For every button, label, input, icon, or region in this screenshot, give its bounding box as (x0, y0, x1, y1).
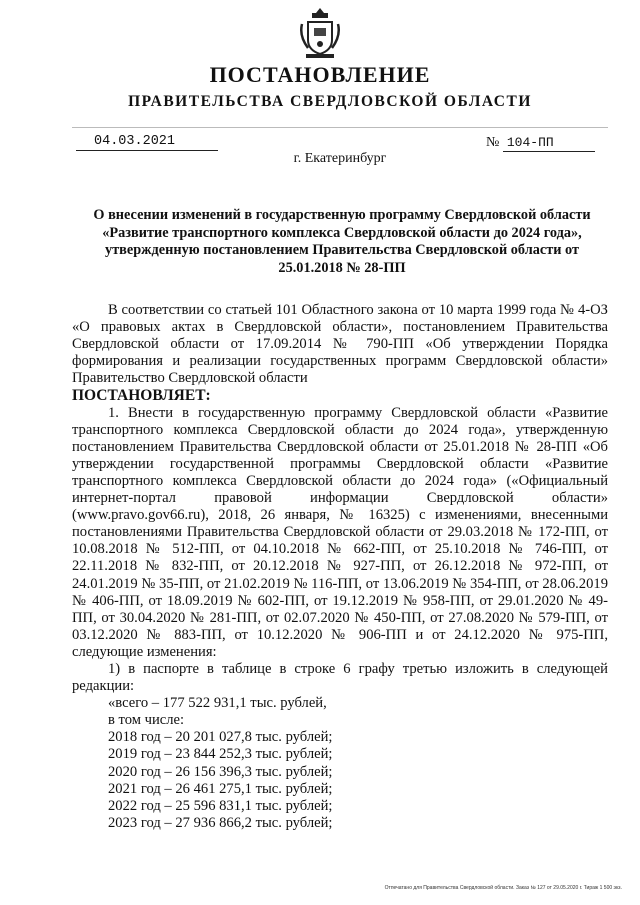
amount-line: «всего – 177 522 931,1 тыс. рублей, (108, 695, 327, 712)
item-1-paragraph: 1. Внести в государственную программу Свердловской области «Развитие транспортного комплекса Свердловской области до 2024 года», утвержденную постановлением Правительства Свердловской области от 25.01.2018 № 28-ПП «Об утверждении государственной программы Свердловской области «Развитие транспортного комплекса Свердловской области до 2024 года» («Официальный интернет-портал правовой информации Свердловской области» (www.pravo.gov66.ru), 2018, 26 января, № 16325) с изменениями, внесенными постановлениями Правительства Свердловской области от 29.03.2018 № 172-ПП, от 10.08.2018 № 512-ПП, от 04.10.2018 № 662-ПП, от 25.10.2018 № 746-ПП, от 22.11.2018 № 832-ПП, от 20.12.2018 № 927-ПП, от 26.12.2018 № 972-ПП, от 24.01.2019 № 35-ПП, от 21.02.2019 № 116-ПП, от 13.06.2019 № 354-ПП, от 28.06.2019 № 406-ПП, от 18.09.2019 № 602-ПП, от 19.12.2019 № 958-ПП, от 29.01.2020 № 49-ПП, от 30.04.2020 № 281-ПП, от 02.07.2020 № 450-ПП, от 27.08.2020 № 579-ПП, от 03.12.2020 № 883-ПП, от 10.12.2020 № 906-ПП и от 24.12.2020 № 975-ПП, следующие изменения: (72, 404, 608, 660)
amount-line: 2021 год – 26 461 275,1 тыс. рублей; (108, 780, 333, 797)
amount-line: 2023 год – 27 936 866,2 тыс. рублей; (108, 814, 333, 831)
header-divider (72, 127, 608, 128)
number-prefix: № (486, 135, 500, 150)
number-value: 104-ПП (503, 134, 595, 152)
document-body (72, 302, 608, 832)
preamble-paragraph: В соответствии со статьей 101 Областного закона от 10 марта 1999 года № 4-ОЗ «О правовых актах в Свердловской области», постановлением Правительства Свердловской области от 17.09.2014 № 790-ПП «Об утверждении Порядка формирования и реализации государственных программ Свердловской области» Правительство Свердловской области (72, 302, 608, 387)
document-date: 04.03.2021 (76, 133, 218, 151)
document-subtitle: ПРАВИТЕЛЬСТВА СВЕРДЛОВСКОЙ ОБЛАСТИ (128, 93, 532, 110)
amount-line: 2022 год – 25 596 831,1 тыс. рублей; (108, 797, 333, 814)
amount-line: 2020 год – 26 156 396,3 тыс. рублей; (108, 763, 333, 780)
amount-line: 2019 год – 23 844 252,3 тыс. рублей; (108, 746, 333, 763)
document-number (486, 134, 595, 152)
print-footer: Отпечатано для Правительства Свердловской области. Заказ № 127 от 29.05.2020 г. Тираж 1 500 экз. (384, 885, 622, 891)
document-subject: О внесении изменений в государственную программу Свердловской области «Развитие транспортного комплекса Свердловской области до 2024 года», утвержденную постановлением Правительства Свердловской области от 25.01.2018 № 28-ПП (93, 207, 591, 276)
document-city: г. Екатеринбург (293, 151, 387, 166)
amount-line: 2018 год – 20 201 027,8 тыс. рублей; (108, 729, 333, 746)
document-title: ПОСТАНОВЛЕНИЕ (209, 62, 431, 87)
coat-of-arms-emblem (298, 6, 342, 62)
subitem-1-paragraph: 1) в паспорте в таблице в строке 6 графу третью изложить в следующей редакции: (72, 660, 608, 695)
amounts-list (72, 695, 608, 832)
amount-line: в том числе: (108, 712, 185, 729)
decree-word: ПОСТАНОВЛЯЕТ: (72, 387, 211, 405)
